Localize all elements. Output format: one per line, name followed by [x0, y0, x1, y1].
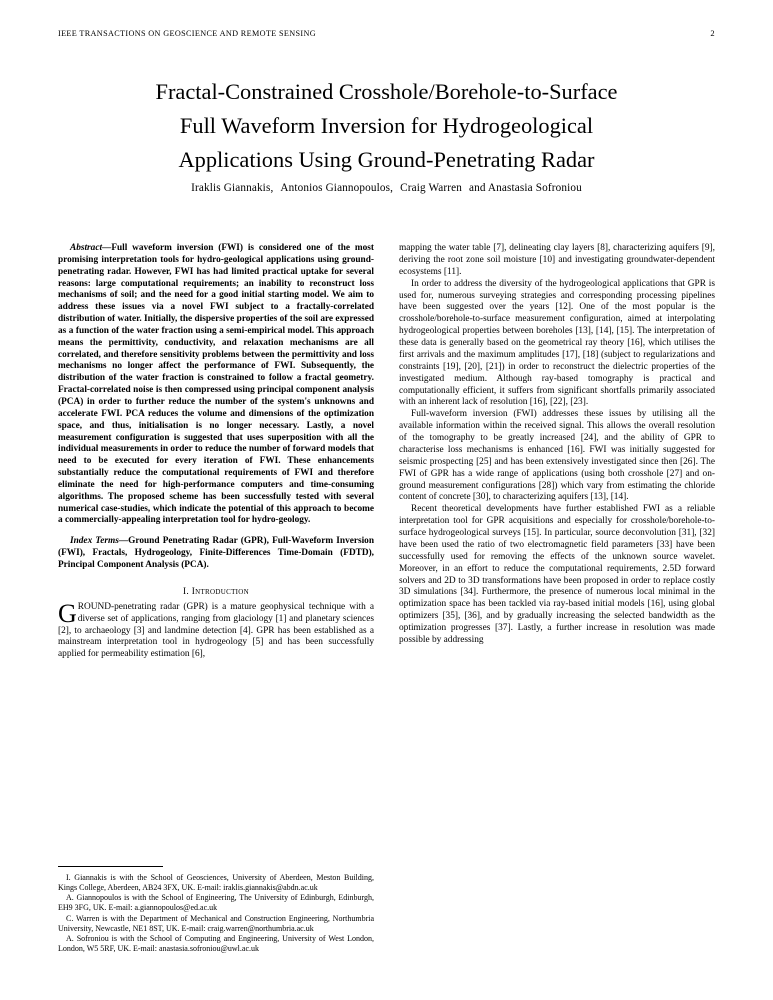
section-heading-introduction: I. Introduction: [183, 586, 249, 597]
intro-first-paragraph: [58, 598, 374, 661]
body-paragraph: In order to address the diversity of the hydrogeological applications that GPR is used for, numerous surveying strategies and corresponding processing pipelines have been suggested over the years [12]. One of the most popular is the crosshole/borehole-to-surface measurement configuration, aimed at interpolating hydrogeological properties between boreholes [13], [14], [15]. The interpretation of these data is generally based on the geometrical ray theory [16], which utilises the first arrivals and the maximum amplitudes [17], [18] (subject to regularizations and constraints [19], [20], [21]) in order to reconstruct the dielectric properties of the investigated medium. Although ray-based tomography is practical and computationally efficient, it suffers from significant shortfalls primarily associated with an inherent lack of resolution [16], [22], [23].: [399, 278, 715, 408]
page-title: [62, 75, 711, 177]
right-column: [399, 243, 715, 955]
body-paragraph: Recent theoretical developments have further established FWI as a reliable interpretation tool for GPR acquisitions and especially for crosshole/borehole-to-surface hydrogeological surveys [15]. In particular, source deconvolution [31], [32] have been used the ratio of two electromagnetic field parameters [33] have been successfully used for removing the effects of the unknown source wavelet. Moreover, in an effort to reduce the computational requirements, 2.5D forward solvers and 2D to 3D transformations have been proposed in order to replace costly 3D simulations [34]. Furthermore, the presence of numerous local minimal in the optimization space has been tackled via ray-based initial models [16], using global optimizers [35], [36], and by gradually increasing the selected bandwidth as the optimization progresses [37]. Lastly, a further increase in resolution was made possible by addressing: [399, 504, 715, 645]
footnote-item: A. Giannopoulos is with the School of Engineering, The University of Edinburgh, Edinburgh, EH9 3FG, UK. E-mail: a.giannopoulos@ed.ac.uk: [58, 893, 374, 913]
footnotes: [58, 873, 374, 955]
two-column-body: [58, 243, 715, 955]
author-4: and Anastasia Sofroniou: [469, 182, 582, 194]
index-terms-label: Index Terms—: [70, 536, 129, 547]
body-paragraph: Full-waveform inversion (FWI) addresses these issues by utilising all the available information within the received signal. This allows the overall resolution of the tomography to be greatly increased [24], and the ability of GPR to characterise loss mechanisms is enhanced [16]. FWI was initially suggested for seismic prospecting [25] and has been extensively investigated since then [26]. The FWI of GPR has a wide range of applications (using both crosshole [27] and on-ground measurement configurations [28]) which vary from estimating the chloride content of concrete [30], to characterizing aquifers [13], [14].: [399, 409, 715, 503]
author-2: Antonios Giannopoulos,: [280, 182, 394, 194]
author-list: [62, 182, 711, 194]
footnote-item: A. Sofroniou is with the School of Computing and Engineering, University of West London, London, W5 5RF, UK. E-mail: anastasia.sofroniou@uwl.ac.uk: [58, 934, 374, 954]
footnote-divider: [58, 866, 163, 867]
index-terms-text: Ground Penetrating Radar (GPR), Full-Waveform Inversion (FWI), Fractals, Hydrogeology, Finite-Differences Time-Domain (FDTD), Principal Component Analysis (PCA).: [58, 536, 374, 570]
running-head: [58, 28, 715, 38]
journal-name: IEEE TRANSACTIONS ON GEOSCIENCE AND REMOTE SENSING: [58, 29, 316, 38]
left-column: [58, 243, 374, 955]
footnote-block: [58, 854, 374, 955]
title-line-3: Applications Using Ground-Penetrating Radar: [178, 147, 595, 173]
page-number: 2: [710, 28, 715, 38]
intro-first-paragraph-text: ROUND-penetrating radar (GPR) is a mature geophysical technique with a diverse set of applications, ranging from glaciology [1] and planetary sciences [2], to archaeology [3] and landmine detection [4]. GPR has been established as a mainstream interpretation tool in hydrogeology [5] and has been successfully applied for permeability estimation [6],: [58, 601, 374, 660]
footnote-item: I. Giannakis is with the School of Geosciences, University of Aberdeen, Meston Building, Kings College, Aberdeen, AB24 3FX, UK. E-mail: iraklis.giannakis@abdn.ac.uk: [58, 872, 374, 892]
footnote-item: C. Warren is with the Department of Mechanical and Construction Engineering, Northumbria University, Newcastle, NE1 8ST, UK. E-mail: craig.warren@northumbria.ac.uk: [58, 913, 374, 933]
title-line-2: Full Waveform Inversion for Hydrogeological: [179, 113, 594, 139]
abstract-text: Full waveform inversion (FWI) is considered one of the most promising interpretation tools for hydro-geological applications using ground-penetrating radar. However, FWI has had limited practical uptake for several reasons: large computational requirements; an inability to reconstruct loss mechanisms of soil; and the need for a good initial starting model. We aim to address these issues via a novel FWI subject to a fractally-correlated distribution of water. Initially, the dispersive properties of the soil are expressed as a function of the water fraction using a semi-empirical model. This approach means the permittivity, conductivity, and relaxation mechanisms are all correlated, and therefore sensitivity problems between the permittivity and loss mechanisms no longer affect the performance of FWI. Subsequently, the distribution of the water fraction is constrained to follow a fractal geometry. Fractal-correlated noise is then compressed using principal component analysis (PCA) in order to further reduce the number of the system's unknowns and accelerate FWI. PCA reduces the volume and dimensions of the optimization space, and thus, initialisation is no longer necessary. Lastly, a novel measurement configuration is suggested that uses superposition with all the individual measurements in order to reduce the number of forward models that need to be executed for every iteration of FWI. These enhancements substantially reduce the computational requirements of FWI and therefore eliminate the need for high-performance computers and time-consuming algorithms. The proposed scheme has been successfully tested with several numerical case-studies, which indicate the potential of this approach to become a commercially-appealing interpretation tool for hydro-geology.: [58, 243, 374, 526]
index-terms-paragraph: [58, 536, 374, 572]
drop-cap: G: [58, 598, 77, 628]
author-3: Craig Warren: [400, 182, 462, 194]
body-paragraph: mapping the water table [7], delineating clay layers [8], characterizing aquifers [9], deriving the root zone soil moisture [10] and investigating groundwater-dependent ecosystems [11].: [399, 243, 715, 277]
abstract-paragraph: [58, 243, 374, 527]
abstract-label: Abstract—: [70, 243, 112, 253]
author-1: Iraklis Giannakis,: [191, 182, 274, 194]
title-line-1: Fractal-Constrained Crosshole/Borehole-to-Surface: [155, 79, 618, 104]
